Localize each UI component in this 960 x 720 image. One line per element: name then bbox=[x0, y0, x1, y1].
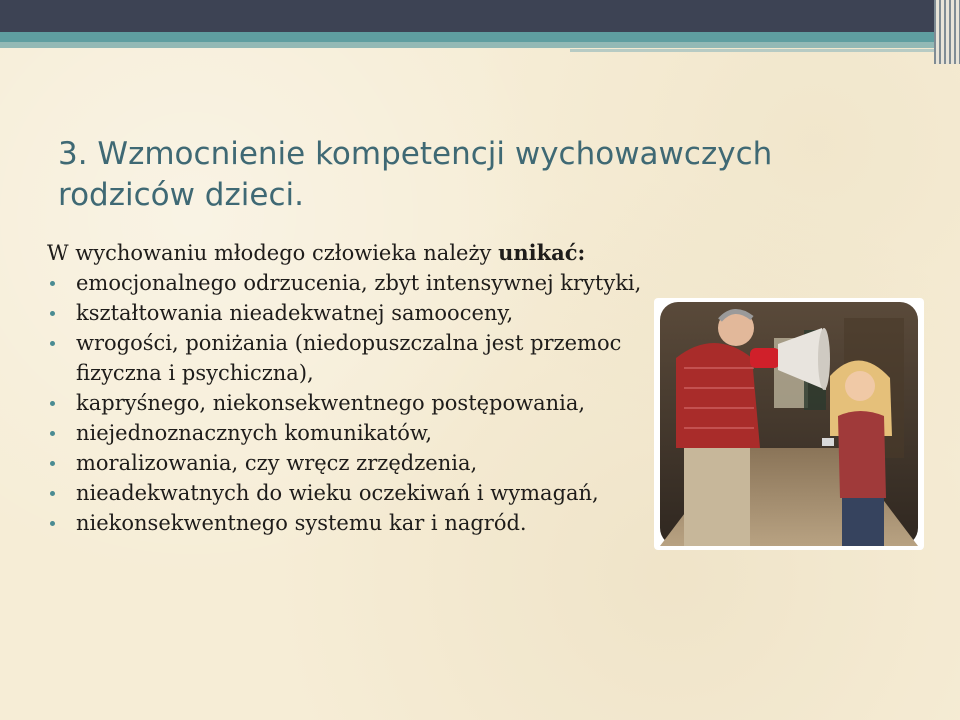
slide-title: 3. Wzmocnienie kompetencji wychowawczych rodziców dzieci. bbox=[58, 136, 773, 213]
corner-stripes bbox=[934, 0, 960, 64]
bullet-item: wrogości, poniżania (niedopuszczalna jest przemoc fizyczna i psychiczna), bbox=[47, 328, 647, 388]
accent-line bbox=[570, 49, 940, 52]
bullet-item: nieadekwatnych do wieku oczekiwań i wymagań, bbox=[47, 478, 647, 508]
intro-paragraph bbox=[47, 238, 647, 268]
bullet-item: moralizowania, czy wręcz zrzędzenia, bbox=[47, 448, 647, 478]
bullet-list bbox=[47, 268, 647, 538]
intro-text: W wychowaniu młodego człowieka należy bbox=[47, 241, 492, 265]
top-bar bbox=[0, 0, 960, 32]
bullet-item: emocjonalnego odrzucenia, zbyt intensywnej krytyki, bbox=[47, 268, 647, 298]
bullet-item: niejednoznacznych komunikatów, bbox=[47, 418, 647, 448]
bullet-item: niekonsekwentnego systemu kar i nagród. bbox=[47, 508, 647, 538]
bullet-item: kapryśnego, niekonsekwentnego postępowania, bbox=[47, 388, 647, 418]
intro-emphasis: unikać: bbox=[498, 240, 586, 265]
accent-band-light bbox=[0, 42, 940, 48]
bullet-item: kształtowania nieadekwatnej samooceny, bbox=[47, 298, 647, 328]
slide-body bbox=[47, 238, 647, 538]
photo-frame bbox=[654, 298, 924, 550]
accent-band bbox=[0, 32, 960, 42]
photo-megaphone-parent-teen bbox=[654, 298, 924, 550]
